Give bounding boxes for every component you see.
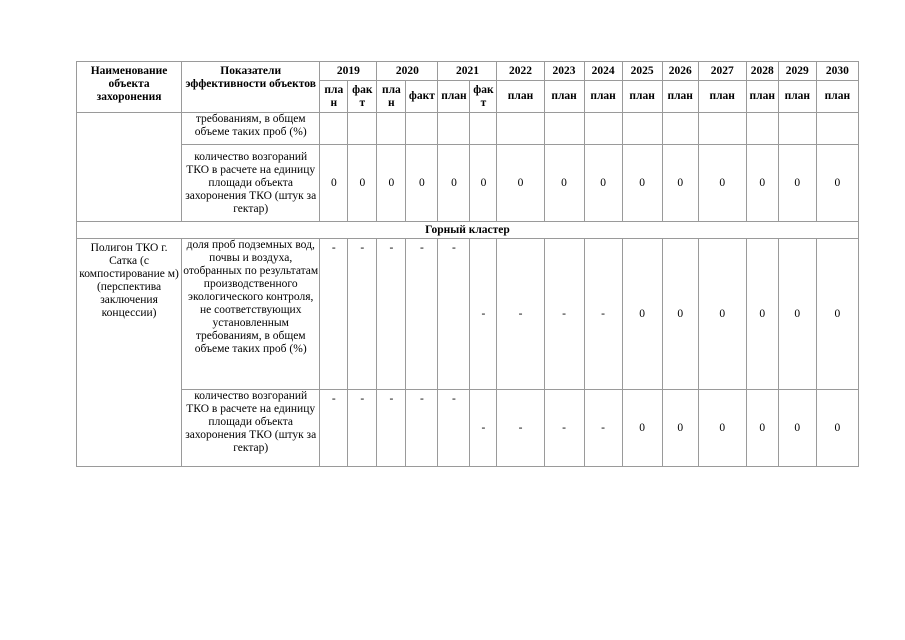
value-cell: - [377, 390, 406, 467]
header-plan: план [778, 81, 816, 113]
value-cell: - [377, 239, 406, 390]
header-plan: план [816, 81, 858, 113]
value-cell: - [320, 390, 348, 467]
table-row [77, 239, 859, 390]
header-plan: план [698, 81, 746, 113]
value-cell: 0 [622, 239, 662, 390]
header-year-2026: 2026 [662, 62, 698, 81]
value-cell: 0 [584, 145, 622, 222]
value-cell: - [470, 239, 497, 390]
value-cell: 0 [320, 145, 348, 222]
value-cell: 0 [662, 239, 698, 390]
header-plan: план [746, 81, 778, 113]
value-cell: - [348, 390, 377, 467]
header-year-2029: 2029 [778, 62, 816, 81]
value-cell: - [497, 390, 544, 467]
value-cell [406, 113, 438, 145]
header-year-2021: 2021 [438, 62, 497, 81]
header-year-2025: 2025 [622, 62, 662, 81]
value-cell: 0 [348, 145, 377, 222]
value-cell: 0 [622, 145, 662, 222]
header-plan: пла н [377, 81, 406, 113]
value-cell [544, 113, 584, 145]
header-fact: фак т [470, 81, 497, 113]
value-cell: 0 [816, 390, 858, 467]
header-year-2022: 2022 [497, 62, 544, 81]
value-cell: - [584, 239, 622, 390]
value-cell [662, 113, 698, 145]
object-name-cell: Полигон ТКО г. Сатка (с компостирование м)(перспектива заключения концессии) [77, 239, 182, 467]
header-plan: план [544, 81, 584, 113]
value-cell: 0 [816, 239, 858, 390]
indicator-cell: требованиям, в общем объеме таких проб (%) [182, 113, 320, 145]
value-cell: 0 [438, 145, 470, 222]
value-cell: 0 [698, 239, 746, 390]
value-cell: 0 [470, 145, 497, 222]
value-cell: - [438, 239, 470, 390]
value-cell: - [544, 390, 584, 467]
header-plan: план [497, 81, 544, 113]
value-cell [746, 113, 778, 145]
value-cell: 0 [778, 239, 816, 390]
indicator-cell: количество возгораний ТКО в расчете на единицу площади объекта захоронения ТКО (штук за гектар) [182, 145, 320, 222]
value-cell: 0 [816, 145, 858, 222]
table-row [77, 390, 859, 467]
value-cell: 0 [622, 390, 662, 467]
value-cell: - [497, 239, 544, 390]
value-cell: 0 [778, 390, 816, 467]
value-cell: - [438, 390, 470, 467]
table-row [77, 113, 859, 145]
header-year-2020: 2020 [377, 62, 438, 81]
header-plan: пла н [320, 81, 348, 113]
indicator-cell: доля проб подземных вод, почвы и воздуха, отобранных по результатам производственного экологического контроля, не соответствующих установленным требованиям, в общем объеме таких проб (%) [182, 239, 320, 390]
value-cell: 0 [746, 239, 778, 390]
value-cell [470, 113, 497, 145]
header-year-2030: 2030 [816, 62, 858, 81]
header-year-2028: 2028 [746, 62, 778, 81]
header-fact: факт [406, 81, 438, 113]
header-plan: план [584, 81, 622, 113]
value-cell: - [470, 390, 497, 467]
cluster-row [77, 222, 859, 239]
value-cell: 0 [544, 145, 584, 222]
value-cell: 0 [746, 145, 778, 222]
value-cell: 0 [778, 145, 816, 222]
value-cell [348, 113, 377, 145]
value-cell: 0 [662, 145, 698, 222]
header-plan: план [438, 81, 470, 113]
value-cell: 0 [662, 390, 698, 467]
value-cell: 0 [497, 145, 544, 222]
header-fact: фак т [348, 81, 377, 113]
value-cell: - [544, 239, 584, 390]
value-cell [622, 113, 662, 145]
value-cell: - [406, 239, 438, 390]
value-cell [497, 113, 544, 145]
header-year-2019: 2019 [320, 62, 377, 81]
value-cell [778, 113, 816, 145]
value-cell: 0 [406, 145, 438, 222]
efficiency-table [76, 61, 859, 467]
value-cell: - [348, 239, 377, 390]
indicator-cell: количество возгораний ТКО в расчете на единицу площади объекта захоронения ТКО (штук за гектар) [182, 390, 320, 467]
header-object-name: Наименование объекта захоронения [77, 62, 182, 113]
value-cell: 0 [698, 145, 746, 222]
header-indicators: Показатели эффективности объектов [182, 62, 320, 113]
cluster-title: Горный кластер [77, 222, 859, 239]
value-cell: - [584, 390, 622, 467]
header-year-2024: 2024 [584, 62, 622, 81]
header-plan: план [622, 81, 662, 113]
value-cell: - [320, 239, 348, 390]
value-cell: 0 [698, 390, 746, 467]
header-year-2023: 2023 [544, 62, 584, 81]
header-plan: план [662, 81, 698, 113]
value-cell: 0 [377, 145, 406, 222]
value-cell: 0 [746, 390, 778, 467]
value-cell [816, 113, 858, 145]
value-cell [584, 113, 622, 145]
value-cell [320, 113, 348, 145]
value-cell: - [406, 390, 438, 467]
object-name-cell [77, 113, 182, 222]
value-cell [438, 113, 470, 145]
header-year-2027: 2027 [698, 62, 746, 81]
table-row [77, 145, 859, 222]
value-cell [377, 113, 406, 145]
value-cell [698, 113, 746, 145]
